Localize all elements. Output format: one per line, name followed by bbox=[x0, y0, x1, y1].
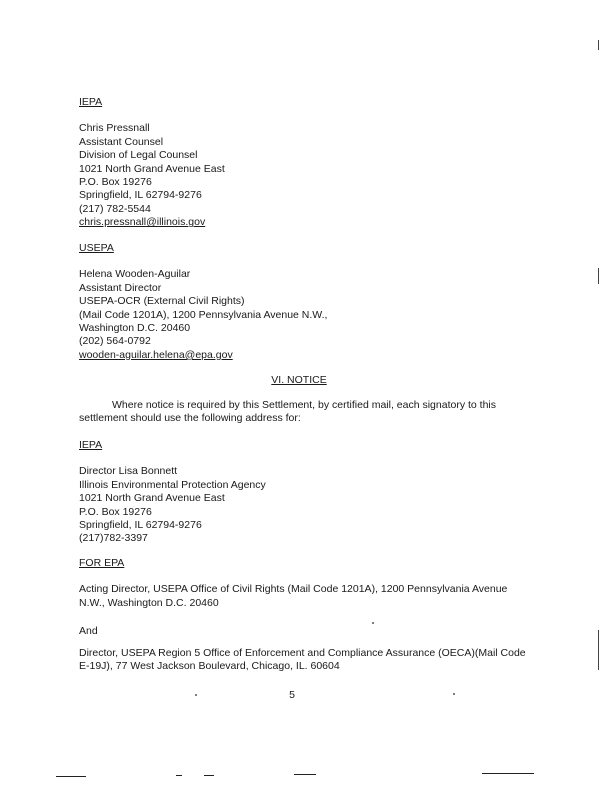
iepa-address-line: Director Lisa Bonnett bbox=[79, 465, 178, 478]
scan-mark bbox=[482, 773, 534, 774]
page-number: 5 bbox=[289, 689, 295, 701]
iepa-contact-line: (217) 782-5544 bbox=[79, 202, 151, 215]
region5-line: Director, USEPA Region 5 Office of Enforcement and Compliance Assurance (OECA)(Mail Code bbox=[79, 647, 526, 659]
usepa-contact-line: (202) 564-0792 bbox=[79, 335, 151, 348]
iepa-contact-line: Springfield, IL 62794-9276 bbox=[79, 189, 202, 202]
iepa-address-line: 1021 North Grand Avenue East bbox=[79, 492, 225, 505]
usepa-contact-title: Assistant Director bbox=[79, 281, 162, 294]
iepa-contact-line: 1021 North Grand Avenue East bbox=[79, 162, 225, 175]
scan-mark bbox=[598, 40, 599, 50]
scan-mark bbox=[453, 693, 455, 695]
iepa-contact-heading: IEPA bbox=[79, 96, 103, 108]
iepa-address-line: Illinois Environmental Protection Agency bbox=[79, 478, 266, 491]
scan-mark bbox=[598, 630, 599, 670]
usepa-contact-name: Helena Wooden-Aguilar bbox=[79, 268, 191, 281]
region5-block bbox=[79, 647, 559, 674]
iepa-address-line: P.O. Box 19276 bbox=[79, 505, 152, 518]
notice-paragraph-line: Where notice is required by this Settlement, by certified mail, each signatory to this bbox=[112, 399, 497, 411]
for-epa-heading: FOR EPA bbox=[79, 557, 125, 569]
for-epa-line: Acting Director, USEPA Office of Civil Rights (Mail Code 1201A), 1200 Pennsylvania Avenue bbox=[79, 583, 508, 596]
iepa-contact-name: Chris Pressnall bbox=[79, 122, 150, 135]
and-text: And bbox=[79, 625, 98, 637]
scan-mark bbox=[598, 268, 599, 284]
usepa-contact-line: Washington D.C. 20460 bbox=[79, 322, 191, 335]
iepa-contact-line: Division of Legal Counsel bbox=[79, 149, 198, 162]
usepa-contact-block bbox=[79, 242, 559, 362]
scan-mark bbox=[204, 775, 214, 776]
usepa-contact-heading: USEPA bbox=[79, 242, 114, 254]
for-epa-block bbox=[79, 557, 559, 610]
iepa-address-line: (217)782-3397 bbox=[79, 532, 148, 545]
iepa-address-line: Springfield, IL 62794-9276 bbox=[79, 519, 202, 532]
notice-paragraph bbox=[79, 399, 559, 426]
scan-mark bbox=[294, 774, 316, 775]
usepa-contact-line: (Mail Code 1201A), 1200 Pennsylvania Avenue N.W., bbox=[79, 308, 328, 321]
iepa-contact-email-link[interactable]: chris.pressnall@illinois.gov bbox=[79, 216, 206, 229]
iepa-address-block bbox=[79, 439, 559, 546]
usepa-contact-email-link[interactable]: wooden-aguilar.helena@epa.gov bbox=[79, 348, 233, 361]
scan-mark bbox=[56, 776, 86, 777]
iepa-address-heading: IEPA bbox=[79, 439, 103, 451]
scan-mark bbox=[176, 775, 182, 776]
scan-mark bbox=[195, 694, 197, 696]
notice-paragraph-line: settlement should use the following address for: bbox=[79, 412, 301, 425]
scan-mark bbox=[372, 622, 374, 624]
iepa-contact-line: P.O. Box 19276 bbox=[79, 176, 152, 189]
for-epa-line: N.W., Washington D.C. 20460 bbox=[79, 596, 219, 609]
region5-line: E-19J), 77 West Jackson Boulevard, Chicago, IL. 60604 bbox=[79, 660, 340, 673]
notice-section-title: VI. NOTICE bbox=[271, 374, 327, 386]
iepa-contact-block bbox=[79, 96, 559, 230]
usepa-contact-line: USEPA-OCR (External Civil Rights) bbox=[79, 295, 245, 308]
iepa-contact-title: Assistant Counsel bbox=[79, 135, 164, 148]
